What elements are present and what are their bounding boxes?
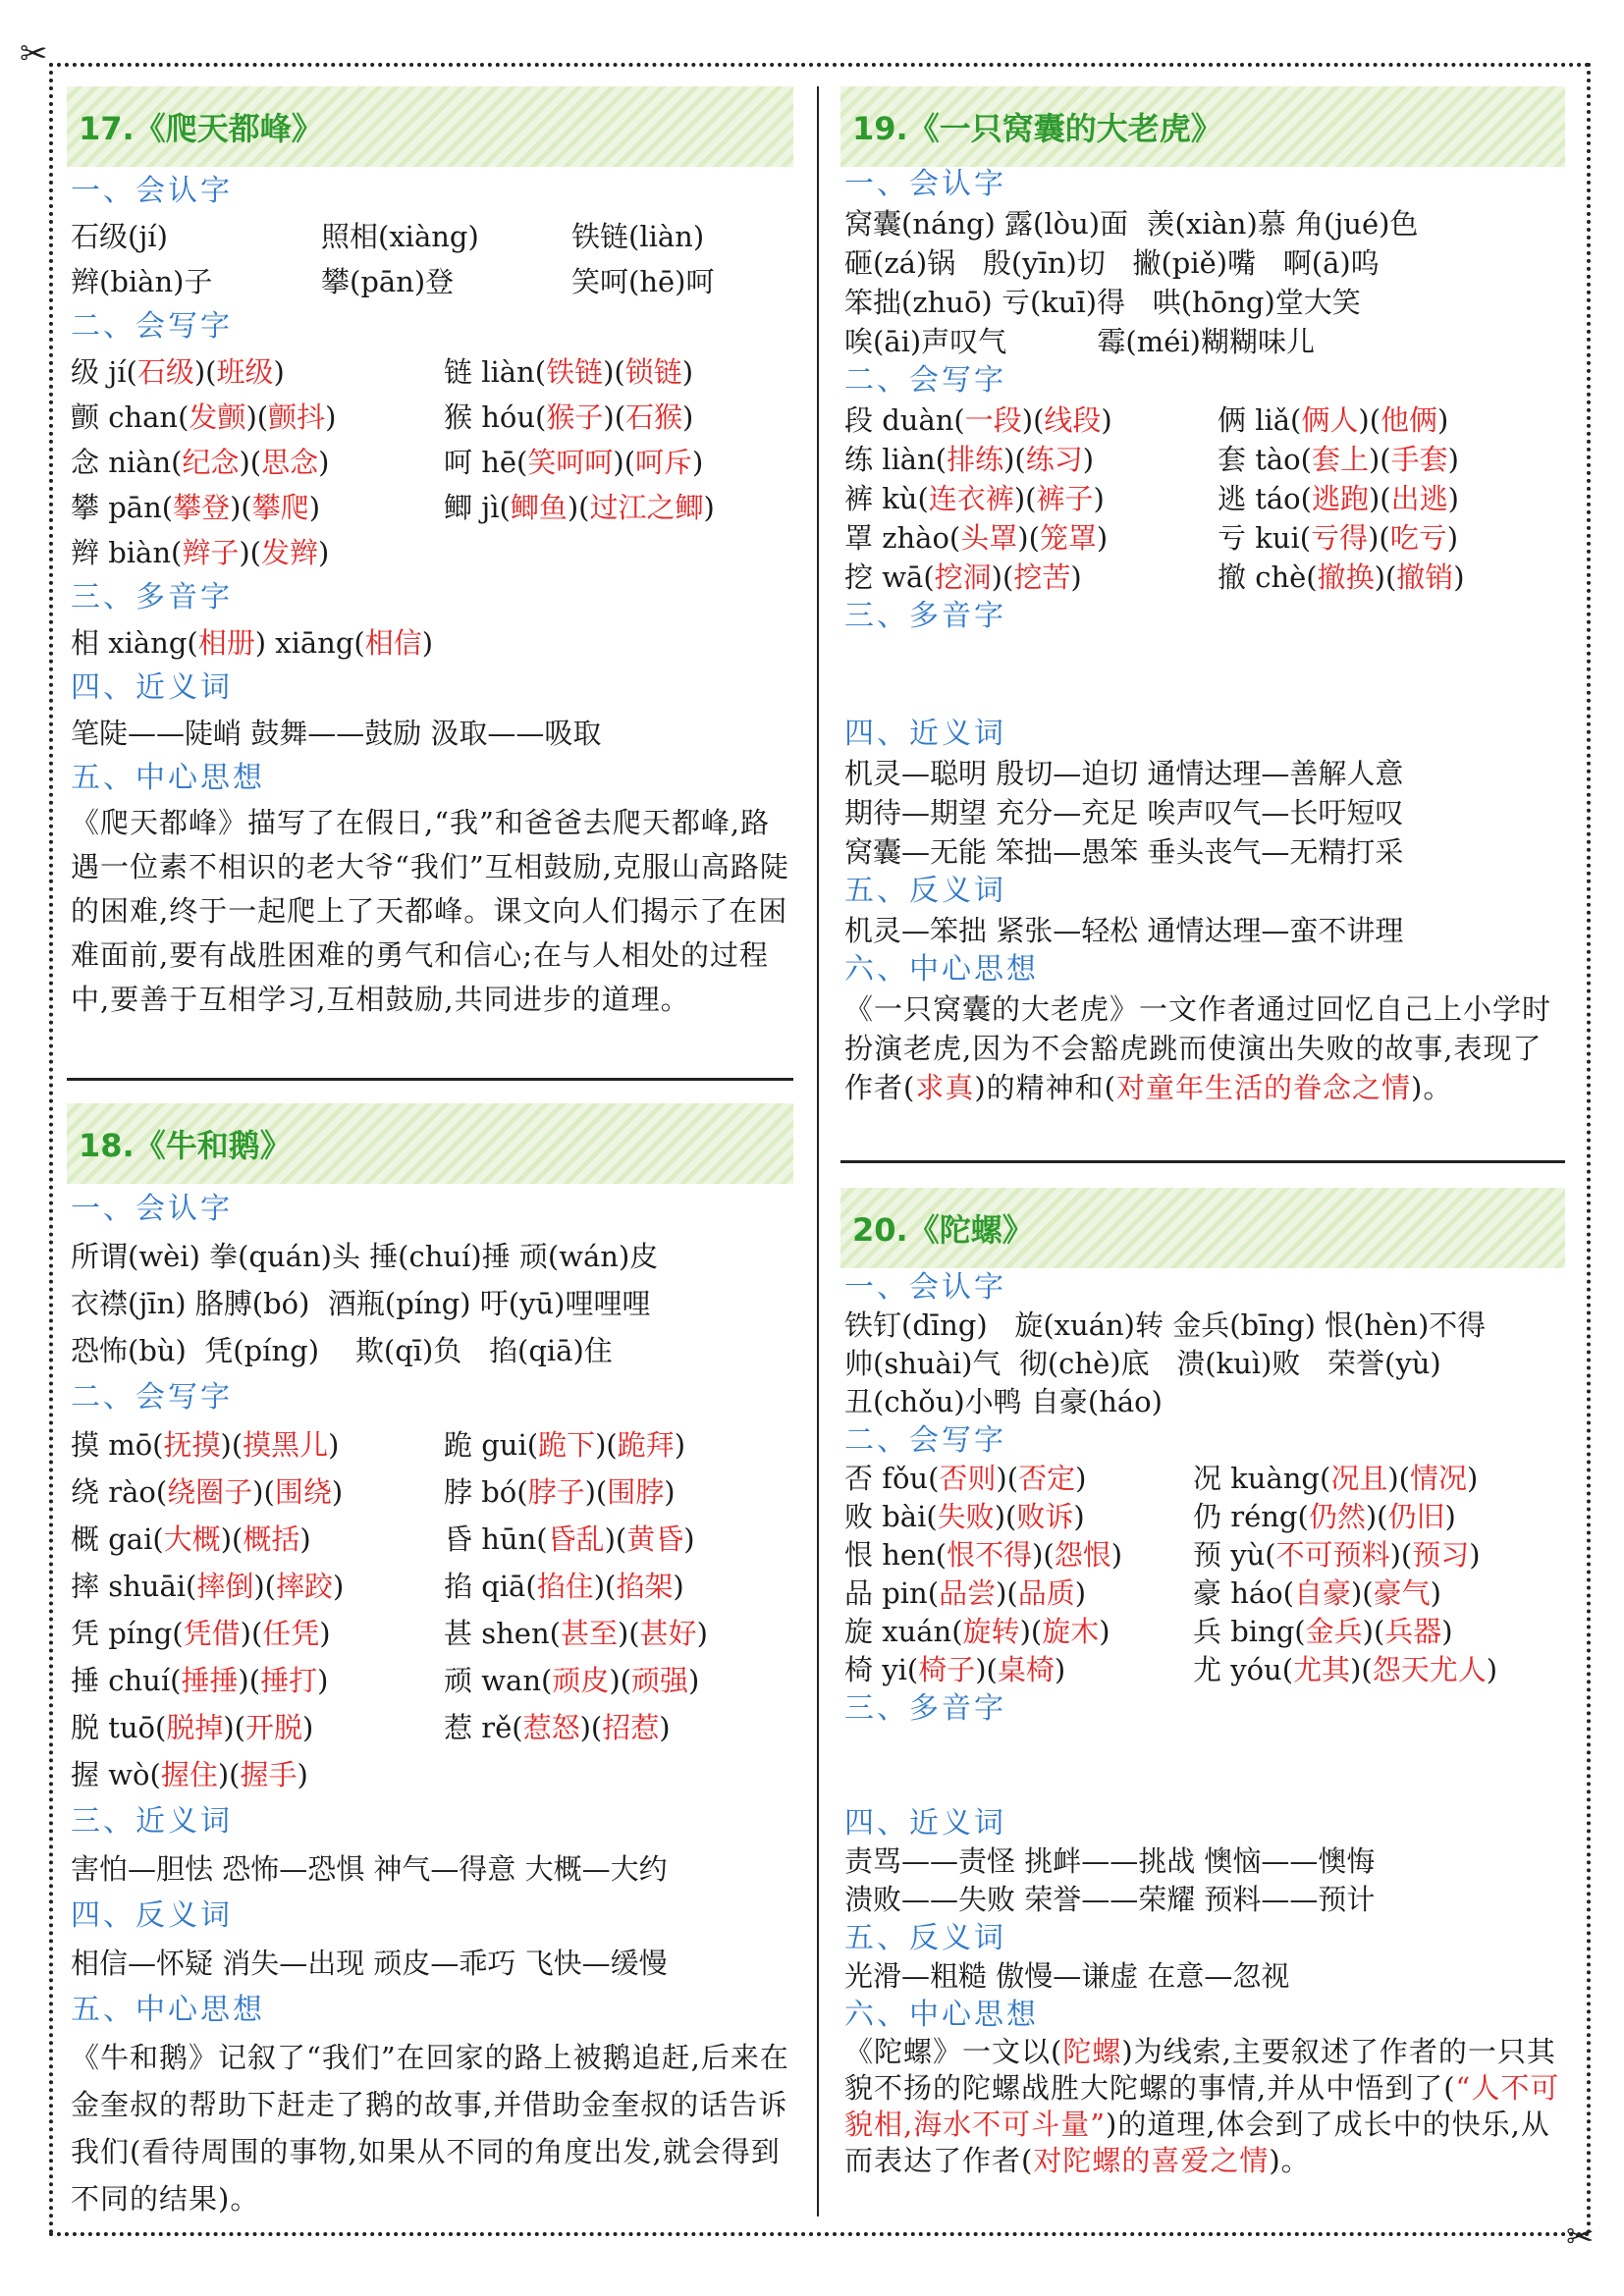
write-item: 豪 háo(自豪)(豪气) <box>1193 1576 1441 1610</box>
section-heading: 五、中心思想 <box>71 1993 265 2027</box>
recognize-row: 砸(zá)锅 殷(yīn)切 撇(piě)嘴 啊(ā)呜 <box>844 246 1380 280</box>
write-row <box>71 440 797 485</box>
synonym-row: 期待—期望 充分—充足 唉声叹气—长吁短叹 <box>844 796 1404 829</box>
write-item: 跪 gui(跪下)(跪拜) <box>444 1428 686 1462</box>
lesson-19 <box>840 86 1565 167</box>
write-item: 罩 zhào(头罩)(笼罩) <box>844 521 1109 555</box>
write-item: 辫 biàn(辫子)(发辫) <box>71 536 330 569</box>
section-heading: 二、会写字 <box>71 1380 233 1415</box>
write-row <box>844 1575 1569 1613</box>
write-item: 套 tào(套上)(手套) <box>1218 443 1459 476</box>
recognize-row: 笨拙(zhuō) 亏(kuī)得 哄(hōng)堂大笑 <box>844 286 1361 319</box>
section-divider <box>67 1078 793 1081</box>
central-idea: 《陀螺》一文以(陀螺)为线索,主要叙述了作者的一只其貌不扬的陀螺战胜大陀螺的事情,并从中悟到了(“人不可貌相,海水不可斗量”)的道理,体会到了成长中的快乐,从而表达了作者(对陀螺的喜爱之情)。 <box>844 2035 1560 2177</box>
synonym-row: 笔陡——陡峭 鼓舞——鼓励 汲取——吸取 <box>71 717 602 750</box>
lesson-title: 19.《一只窝囊的大老虎》 <box>840 86 1565 167</box>
write-row <box>71 1516 797 1563</box>
write-item: 掐 qiā(掐住)(掐架) <box>444 1570 684 1603</box>
lesson-17-body <box>71 169 797 1022</box>
write-row <box>844 518 1569 558</box>
synonym-row: 溃败——失败 荣誉——荣耀 预料——预计 <box>844 1883 1376 1916</box>
write-item: 预 yù(不可预料)(预习) <box>1193 1538 1481 1572</box>
write-row <box>844 1460 1569 1498</box>
write-item: 否 fǒu(否则)(否定) <box>844 1462 1087 1495</box>
section-heading: 三、近义词 <box>71 1804 233 1839</box>
central-idea: 《一只窝囊的大老虎》一文作者通过回忆自己上小学时扮演老虎,因为不会豁虎跳而使演出失败的故事,表现了作者(求真)的精神和(对童年生活的眷念之情)。 <box>844 992 1552 1104</box>
section-heading: 一、会认字 <box>71 1192 233 1226</box>
write-item: 概 gai(大概)(概括) <box>71 1522 311 1556</box>
write-item: 攀 pān(攀登)(攀爬) <box>71 491 321 524</box>
section-heading: 三、多音字 <box>844 599 1006 633</box>
write-row <box>844 1498 1569 1536</box>
write-item: 况 kuàng(况且)(情况) <box>1193 1462 1479 1495</box>
section-heading: 五、中心思想 <box>71 761 265 795</box>
section-heading: 一、会认字 <box>844 1270 1006 1305</box>
section-heading: 一、会认字 <box>71 174 233 208</box>
section-heading: 五、反义词 <box>844 874 1006 908</box>
write-item: 念 niàn(纪念)(思念) <box>71 446 330 479</box>
recognize-row: 丑(chǒu)小鸭 自豪(háo) <box>844 1385 1163 1418</box>
write-row <box>71 395 797 440</box>
lesson-title: 20.《陀螺》 <box>840 1188 1565 1268</box>
write-item: 呵 hē(笑呵呵)(呵斥) <box>444 446 704 479</box>
section-heading: 四、近义词 <box>71 670 233 705</box>
write-row <box>71 1657 797 1704</box>
antonym-row: 光滑—粗糙 傲慢—谦虚 在意—忽视 <box>844 1959 1290 1993</box>
recognize-row: 帅(shuài)气 彻(chè)底 溃(kuì)败 荣誉(yù) <box>844 1347 1441 1380</box>
write-row <box>844 479 1569 518</box>
write-item: 段 duàn(一段)(线段) <box>844 403 1112 437</box>
write-row <box>71 1468 797 1516</box>
recognize-row: 衣襟(jīn) 胳膊(bó) 酒瓶(píng) 吁(yū)哩哩哩 <box>71 1287 651 1320</box>
section-heading: 二、会写字 <box>844 363 1006 398</box>
write-item: 甚 shen(甚至)(甚好) <box>444 1617 708 1650</box>
polyphone-row <box>844 1728 1569 1766</box>
write-item: 级 jí(石级)(班级) <box>71 355 285 389</box>
write-item: 摔 shuāi(摔倒)(摔跤) <box>71 1570 345 1603</box>
write-row <box>844 440 1569 479</box>
word-item: 石级(jí) <box>71 220 168 253</box>
write-item: 兵 bing(金兵)(兵器) <box>1193 1615 1453 1648</box>
write-item: 椅 yi(椅子)(桌椅) <box>844 1653 1066 1686</box>
central-idea: 《爬天都峰》描写了在假日,“我”和爸爸去爬天都峰,路遇一位素不相识的老大爷“我们”互相鼓励,克服山高路陡的困难,终于一起爬上了天都峰。课文向人们揭示了在困难面前,要有战胜困难的勇气和信心;在与人相处的过程中,要善于互相学习,互相鼓励,共同进步的道理。 <box>71 806 789 1016</box>
lesson-18 <box>67 1103 793 1184</box>
write-item: 仍 réng(仍然)(仍旧) <box>1193 1500 1456 1533</box>
recognize-row <box>71 214 797 259</box>
write-row <box>71 1610 797 1657</box>
polyphone-row <box>844 675 1569 715</box>
write-item: 撤 chè(撤换)(撤销) <box>1218 561 1465 594</box>
central-idea: 《牛和鹅》记叙了“我们”在回家的路上被鹅追赶,后来在金奎叔的帮助下赶走了鹅的故事,并借助金奎叔的话告诉我们(看待周围的事物,如果从不同的角度出发,就会得到不同的结果)。 <box>71 2041 789 2216</box>
recognize-row: 唉(āi)声叹气 霉(méi)糊糊味儿 <box>844 325 1315 358</box>
write-item: 挖 wā(挖洞)(挖苦) <box>844 561 1082 594</box>
write-item: 脖 bó(脖子)(围脖) <box>444 1475 676 1509</box>
section-heading: 二、会写字 <box>71 309 233 344</box>
write-item: 握 wò(握住)(握手) <box>71 1758 308 1791</box>
write-item: 逃 táo(逃跑)(出逃) <box>1218 482 1459 515</box>
lesson-18-body <box>71 1186 797 2222</box>
write-row <box>71 349 797 395</box>
polyphone-row: 相 xiàng(相册) xiāng(相信) <box>71 626 434 660</box>
write-item: 顽 wan(顽皮)(顽强) <box>444 1664 700 1697</box>
recognize-row: 所谓(wèi) 拳(quán)头 捶(chuí)捶 顽(wán)皮 <box>71 1240 659 1273</box>
write-row <box>71 530 797 575</box>
synonym-row: 害怕—胆怯 恐怖—恐惧 神气—得意 大概—大约 <box>71 1852 668 1886</box>
write-item: 凭 píng(凭借)(任凭) <box>71 1617 331 1650</box>
word-item: 辫(biàn)子 <box>71 265 213 298</box>
write-item: 惹 rě(惹怒)(招惹) <box>444 1711 671 1744</box>
write-item: 恨 hen(恨不得)(怨恨) <box>844 1538 1123 1572</box>
write-row <box>844 558 1569 597</box>
write-item: 脱 tuō(脱掉)(开脱) <box>71 1711 314 1744</box>
lesson-title: 17.《爬天都峰》 <box>67 86 793 167</box>
write-row <box>844 1536 1569 1575</box>
lesson-20 <box>840 1188 1565 1268</box>
write-item: 俩 liǎ(俩人)(他俩) <box>1218 403 1449 437</box>
word-item: 铁链(liàn) <box>571 220 705 253</box>
write-row <box>71 485 797 530</box>
section-heading: 四、近义词 <box>844 717 1006 751</box>
synonym-row: 机灵—聪明 殷切—迫切 通情达理—善解人意 <box>844 757 1404 790</box>
lesson-title: 18.《牛和鹅》 <box>67 1103 793 1184</box>
antonym-row: 相信—怀疑 消失—出现 顽皮—乖巧 飞快—缓慢 <box>71 1947 668 1980</box>
write-item: 昏 hūn(昏乱)(黄昏) <box>444 1522 695 1556</box>
lesson-19-body <box>844 165 1569 1107</box>
write-row <box>71 1704 797 1751</box>
write-item: 旋 xuán(旋转)(旋木) <box>844 1615 1110 1648</box>
scissors-icon: ✂ <box>1566 2217 1595 2257</box>
write-item: 裤 kù(连衣裤)(裤子) <box>844 482 1105 515</box>
scissors-icon: ✂ <box>20 34 48 74</box>
recognize-row: 恐怖(bù) 凭(píng) 欺(qī)负 掐(qiā)住 <box>71 1334 613 1367</box>
lesson-20-body <box>844 1268 1569 2179</box>
section-heading: 五、反义词 <box>844 1921 1006 1955</box>
write-row <box>844 400 1569 440</box>
recognize-row: 窝囊(náng) 露(lòu)面 羡(xiàn)慕 角(jué)色 <box>844 207 1419 240</box>
section-heading: 三、多音字 <box>71 580 233 614</box>
word-item: 照相(xiàng) <box>321 220 479 253</box>
section-heading: 六、中心思想 <box>844 952 1039 987</box>
recognize-row <box>71 259 797 304</box>
antonym-row: 机灵—笨拙 紧张—轻松 通情达理—蛮不讲理 <box>844 914 1404 947</box>
write-item: 绕 rào(绕圈子)(围绕) <box>71 1475 344 1509</box>
section-divider <box>840 1160 1565 1163</box>
write-item: 摸 mō(抚摸)(摸黑儿) <box>71 1428 340 1462</box>
write-item: 练 liàn(排练)(练习) <box>844 443 1095 476</box>
write-item: 尤 yóu(尤其)(怨天尤人) <box>1193 1653 1498 1686</box>
polyphone-row <box>844 636 1569 675</box>
column-divider <box>817 86 819 2216</box>
section-heading: 三、多音字 <box>844 1691 1006 1726</box>
section-heading: 二、会写字 <box>844 1423 1006 1458</box>
write-item: 品 pin(品尝)(品质) <box>844 1576 1087 1610</box>
write-row <box>71 1421 797 1468</box>
recognize-row: 铁钉(dīng) 旋(xuán)转 金兵(bīng) 恨(hèn)不得 <box>844 1308 1487 1342</box>
write-row <box>844 1651 1569 1689</box>
write-row <box>71 1751 797 1798</box>
write-item: 颤 chan(发颤)(颤抖) <box>71 400 337 434</box>
synonym-row: 窝囊—无能 笨拙—愚笨 垂头丧气—无精打采 <box>844 835 1404 869</box>
write-row <box>71 1563 797 1610</box>
write-item: 亏 kui(亏得)(吃亏) <box>1218 521 1459 555</box>
word-item: 攀(pān)登 <box>321 265 455 298</box>
section-heading: 六、中心思想 <box>844 1998 1039 2032</box>
write-item: 鲫 jì(鲫鱼)(过江之鲫) <box>444 491 715 524</box>
section-heading: 一、会认字 <box>844 167 1006 201</box>
word-item: 笑呵(hē)呵 <box>571 265 715 298</box>
polyphone-row <box>844 1766 1569 1804</box>
write-item: 猴 hóu(猴子)(石猴) <box>444 400 694 434</box>
section-heading: 四、反义词 <box>71 1898 233 1933</box>
section-heading: 四、近义词 <box>844 1806 1006 1841</box>
write-item: 链 liàn(铁链)(锁链) <box>444 355 694 389</box>
write-item: 捶 chuí(捶捶)(捶打) <box>71 1664 329 1697</box>
synonym-row: 责骂——责怪 挑衅——挑战 懊恼——懊悔 <box>844 1844 1376 1878</box>
write-item: 败 bài(失败)(败诉) <box>844 1500 1085 1533</box>
write-row <box>844 1613 1569 1651</box>
